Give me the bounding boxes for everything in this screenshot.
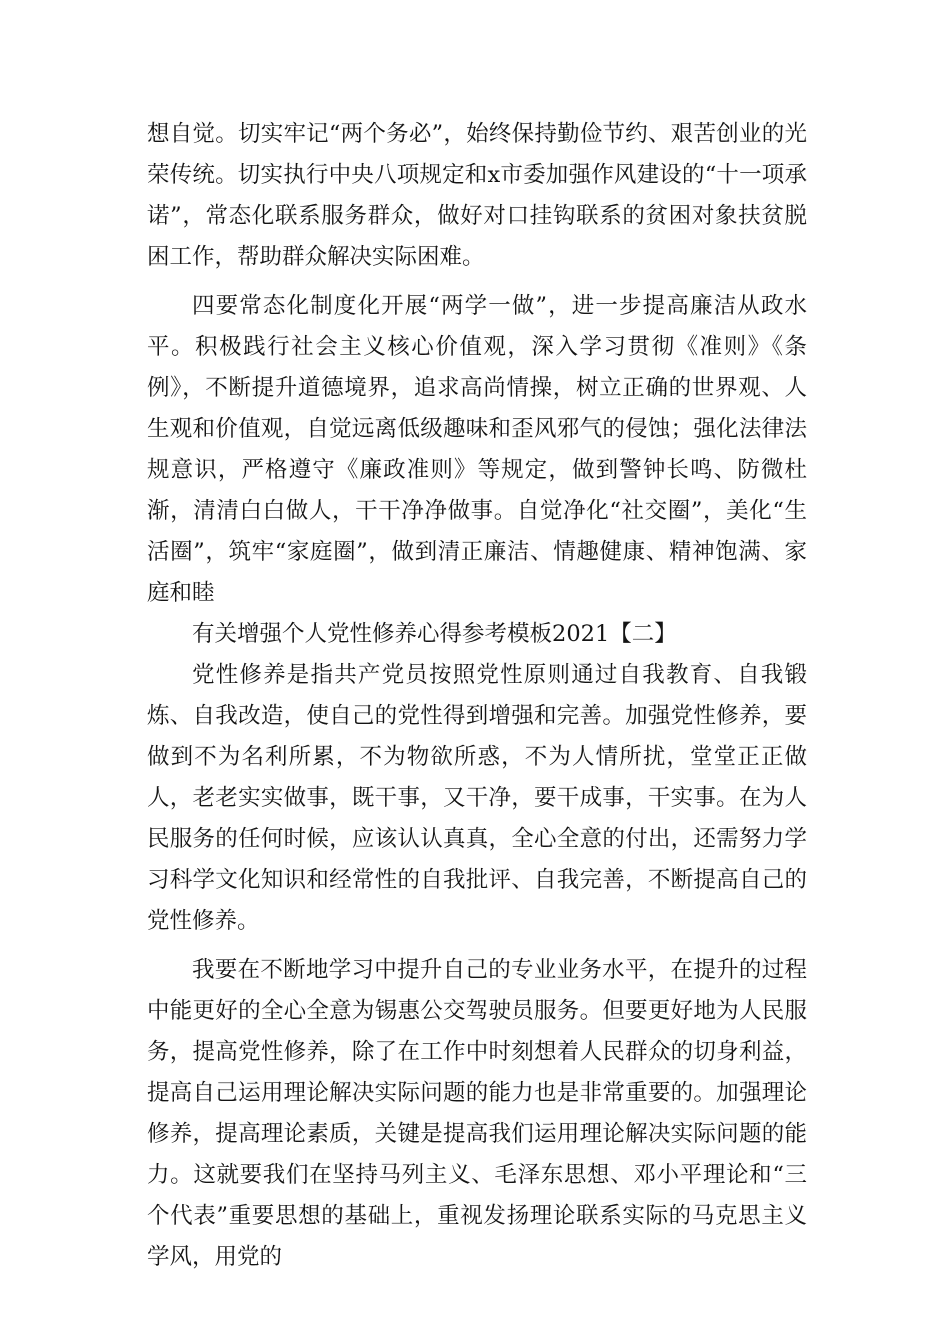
paragraph-party-cultivation: 党性修养是指共产党员按照党性原则通过自我教育、自我锻炼、自我改造，使自己的党性得到增强和完善。加强党性修养，要做到不为名利所累，不为物欲所惑，不为人情所扰，堂堂正正做人，老老实实做事，既干事，又干净，要干成事，干实事。在为人民服务的任何时候，应该认认真真，全心全意的付出，还需努力学习科学文化知识和经常性的自我批评、自我完善，不断提高自己的党性修养。 [147, 662, 807, 934]
document-page [147, 114, 807, 1278]
paragraph-continuation: 想自觉。切实牢记“两个务必”，始终保持勤俭节约、艰苦创业的光荣传统。切实执行中央八项规定和x市委加强作风建设的“十一项承诺”，常态化联系服务群众，做好对口挂钩联系的贫困对象扶贫脱困工作，帮助群众解决实际困难。 [147, 121, 807, 270]
paragraph-professional-study: 我要在不断地学习中提升自己的专业业务水平，在提升的过程中能更好的全心全意为锡惠公交驾驶员服务。但要更好地为人民服务，提高党性修养，除了在工作中时刻想着人民群众的切身利益，提高自己运用理论解决实际问题的能力也是非常重要的。加强理论修养，提高理论素质，关键是提高我们运用理论解决实际问题的能力。这就要我们在坚持马列主义、毛泽东思想、邓小平理论和“三个代表”重要思想的基础上，重视发扬理论联系实际的马克思主义学风，用党的 [147, 957, 807, 1270]
section-heading: 有关增强个人党性修养心得参考模板2021【二】 [192, 621, 677, 647]
paragraph-fourth-point: 四要常态化制度化开展“两学一做”，进一步提高廉洁从政水平。积极践行社会主义核心价值观，深入学习贯彻《准则》《条例》，不断提升道德境界，追求高尚情操，树立正确的世界观、人生观和价值观，自觉远离低级趣味和歪风邪气的侵蚀；强化法律法规意识，严格遵守《廉政准则》等规定，做到警钟长鸣、防微杜渐，清清白白做人，干干净净做事。自觉净化“社交圈”，美化“生活圈”，筑牢“家庭圈”，做到清正廉洁、情趣健康、精神饱满、家庭和睦 [147, 293, 807, 606]
